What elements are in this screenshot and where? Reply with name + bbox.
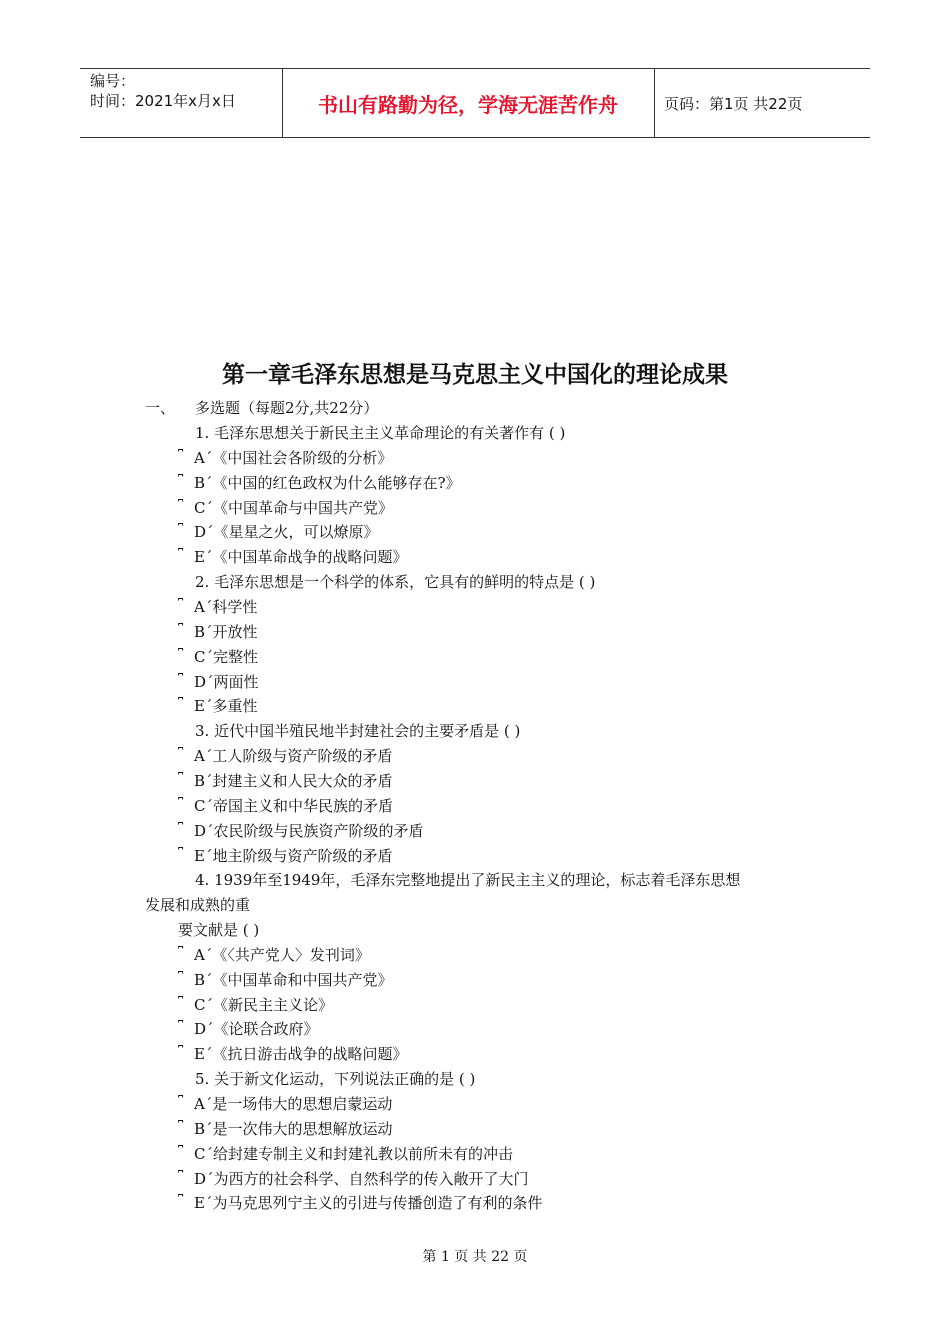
section-label: 多选题（每题2分,共22分） xyxy=(195,399,379,417)
question-stem xyxy=(195,870,740,890)
header-page-info: 页码：第1页 共22页 xyxy=(664,94,803,113)
option-marker: ⎴ xyxy=(178,1021,184,1037)
answer-option xyxy=(178,796,393,816)
option-marker: ⎴ xyxy=(178,623,184,639)
option-marker: ⎴ xyxy=(178,449,184,465)
answer-option xyxy=(178,821,424,841)
answer-option-text: Aˊ《〈共产党人〉发刊词》 xyxy=(194,945,370,964)
answer-option xyxy=(178,1094,392,1114)
option-marker: ⎴ xyxy=(178,1046,184,1062)
question-stem-text: 5. 关于新文化运动，下列说法正确的是 ( ) xyxy=(195,1070,476,1089)
answer-option-text: Dˊ《论联合政府》 xyxy=(194,1020,319,1039)
option-marker: ⎴ xyxy=(178,474,184,490)
question-stem-continued xyxy=(145,895,250,915)
answer-option xyxy=(178,995,333,1015)
header-motto: 书山有路勤为径，学海无涯苦作舟 xyxy=(318,92,618,117)
option-marker: ⎴ xyxy=(178,1096,184,1111)
answer-option-text: Dˊ为西方的社会科学、自然科学的传入敞开了大门 xyxy=(194,1169,529,1188)
option-marker: ⎴ xyxy=(178,1145,184,1161)
answer-option-text: Dˊ两面性 xyxy=(194,672,259,691)
answer-option-text: Eˊ《中国革命战争的战略问题》 xyxy=(194,548,408,567)
option-marker: ⎴ xyxy=(178,797,184,813)
answer-option-text: Bˊ开放性 xyxy=(194,622,258,641)
answer-option-text: Cˊ帝国主义和中华民族的矛盾 xyxy=(194,796,393,815)
answer-option-text: Bˊ《中国革命和中国共产党》 xyxy=(194,970,393,989)
question-stem-text: 4. 1939年至1949年，毛泽东完整地提出了新民主主义的理论，标志着毛泽东思想 xyxy=(195,871,741,890)
answer-option-text: Aˊ科学性 xyxy=(194,598,258,616)
option-marker: ⎴ xyxy=(178,1170,184,1186)
question-stem xyxy=(195,1069,475,1089)
answer-option xyxy=(178,522,379,542)
page-footer: 第 1 页 共 22 页 xyxy=(422,1249,528,1265)
answer-option xyxy=(178,1044,407,1064)
option-marker: ⎴ xyxy=(178,1195,184,1211)
option-marker: ⎴ xyxy=(178,698,184,714)
document-title: 第一章毛泽东思想是马克思主义中国化的理论成果 xyxy=(222,362,728,388)
answer-option xyxy=(178,1019,319,1039)
question-stem-continued-text: 要文献是 ( ) xyxy=(178,921,260,939)
answer-option-text: Bˊ封建主义和人民大众的矛盾 xyxy=(194,771,393,790)
answer-option-text: Cˊ《新民主主义论》 xyxy=(194,995,333,1014)
answer-option-text: Aˊ《中国社会各阶级的分析》 xyxy=(194,448,393,467)
option-marker: ⎴ xyxy=(178,847,184,863)
answer-option-text: Eˊ多重性 xyxy=(194,697,258,716)
answer-option xyxy=(178,945,370,965)
answer-option-text: Cˊ给封建专制主义和封建礼教以前所未有的冲击 xyxy=(194,1144,513,1163)
answer-option-text: Bˊ《中国的红色政权为什么能够存在?》 xyxy=(194,473,461,492)
option-marker: ⎴ xyxy=(178,549,184,565)
answer-option xyxy=(178,1169,529,1189)
answer-option xyxy=(178,746,392,766)
question-stem xyxy=(195,423,565,443)
answer-option xyxy=(178,696,257,716)
answer-option xyxy=(178,1144,513,1164)
answer-option xyxy=(178,970,393,990)
answer-option xyxy=(178,622,258,642)
question-stem-text: 1. 毛泽东思想关于新民主主义革命理论的有关著作有 ( ) xyxy=(195,424,566,442)
document-header xyxy=(80,68,870,138)
option-marker: ⎴ xyxy=(178,971,184,987)
question-stem-continued xyxy=(178,920,259,940)
answer-option-text: Eˊ《抗日游击战争的战略问题》 xyxy=(194,1045,408,1064)
answer-option-text: Cˊ《中国革命与中国共产党》 xyxy=(194,498,393,517)
option-marker: ⎴ xyxy=(178,599,184,614)
header-divider-right xyxy=(654,69,655,137)
option-marker: ⎴ xyxy=(178,673,184,689)
answer-option xyxy=(178,771,393,791)
question-stem-continued-text: 发展和成熟的重 xyxy=(145,896,251,915)
option-marker: ⎴ xyxy=(178,772,184,788)
option-marker: ⎴ xyxy=(178,1120,184,1136)
answer-option xyxy=(178,448,392,468)
option-marker: ⎴ xyxy=(178,524,184,540)
answer-option-text: Eˊ地主阶级与资产阶级的矛盾 xyxy=(194,846,393,865)
time-label: 时间：2021年x月x日 xyxy=(90,92,236,110)
question-stem-text: 3. 近代中国半殖民地半封建社会的主要矛盾是 ( ) xyxy=(195,722,521,741)
answer-option xyxy=(178,846,392,866)
option-marker: ⎴ xyxy=(178,648,184,664)
answer-option-text: Aˊ工人阶级与资产阶级的矛盾 xyxy=(194,747,393,766)
header-meta xyxy=(90,71,236,111)
answer-option-text: Dˊ农民阶级与民族资产阶级的矛盾 xyxy=(194,821,424,840)
option-marker: ⎴ xyxy=(178,499,184,515)
option-marker: ⎴ xyxy=(178,946,184,962)
option-marker: ⎴ xyxy=(178,748,184,764)
answer-option xyxy=(178,647,258,667)
answer-option xyxy=(178,547,407,567)
answer-option-text: Cˊ完整性 xyxy=(194,647,258,666)
answer-option-text: Dˊ《星星之火，可以燎原》 xyxy=(194,523,379,542)
question-stem-text: 2. 毛泽东思想是一个科学的体系，它具有的鲜明的特点是 ( ) xyxy=(195,573,596,592)
answer-option xyxy=(178,672,259,692)
answer-option xyxy=(178,1193,542,1213)
option-marker: ⎴ xyxy=(178,822,184,838)
answer-option xyxy=(178,1119,393,1139)
code-label: 编号： xyxy=(90,72,136,90)
option-marker: ⎴ xyxy=(178,996,184,1012)
answer-option xyxy=(178,473,461,493)
question-stem xyxy=(195,721,520,741)
answer-option-text: Eˊ为马克思列宁主义的引进与传播创造了有利的条件 xyxy=(194,1194,543,1213)
section-number: 一、 xyxy=(145,399,176,417)
answer-option-text: Aˊ是一场伟大的思想启蒙运动 xyxy=(194,1095,393,1113)
answer-option xyxy=(178,597,257,617)
question-stem xyxy=(195,572,595,592)
answer-option xyxy=(178,498,393,518)
answer-option-text: Bˊ是一次伟大的思想解放运动 xyxy=(194,1119,393,1138)
